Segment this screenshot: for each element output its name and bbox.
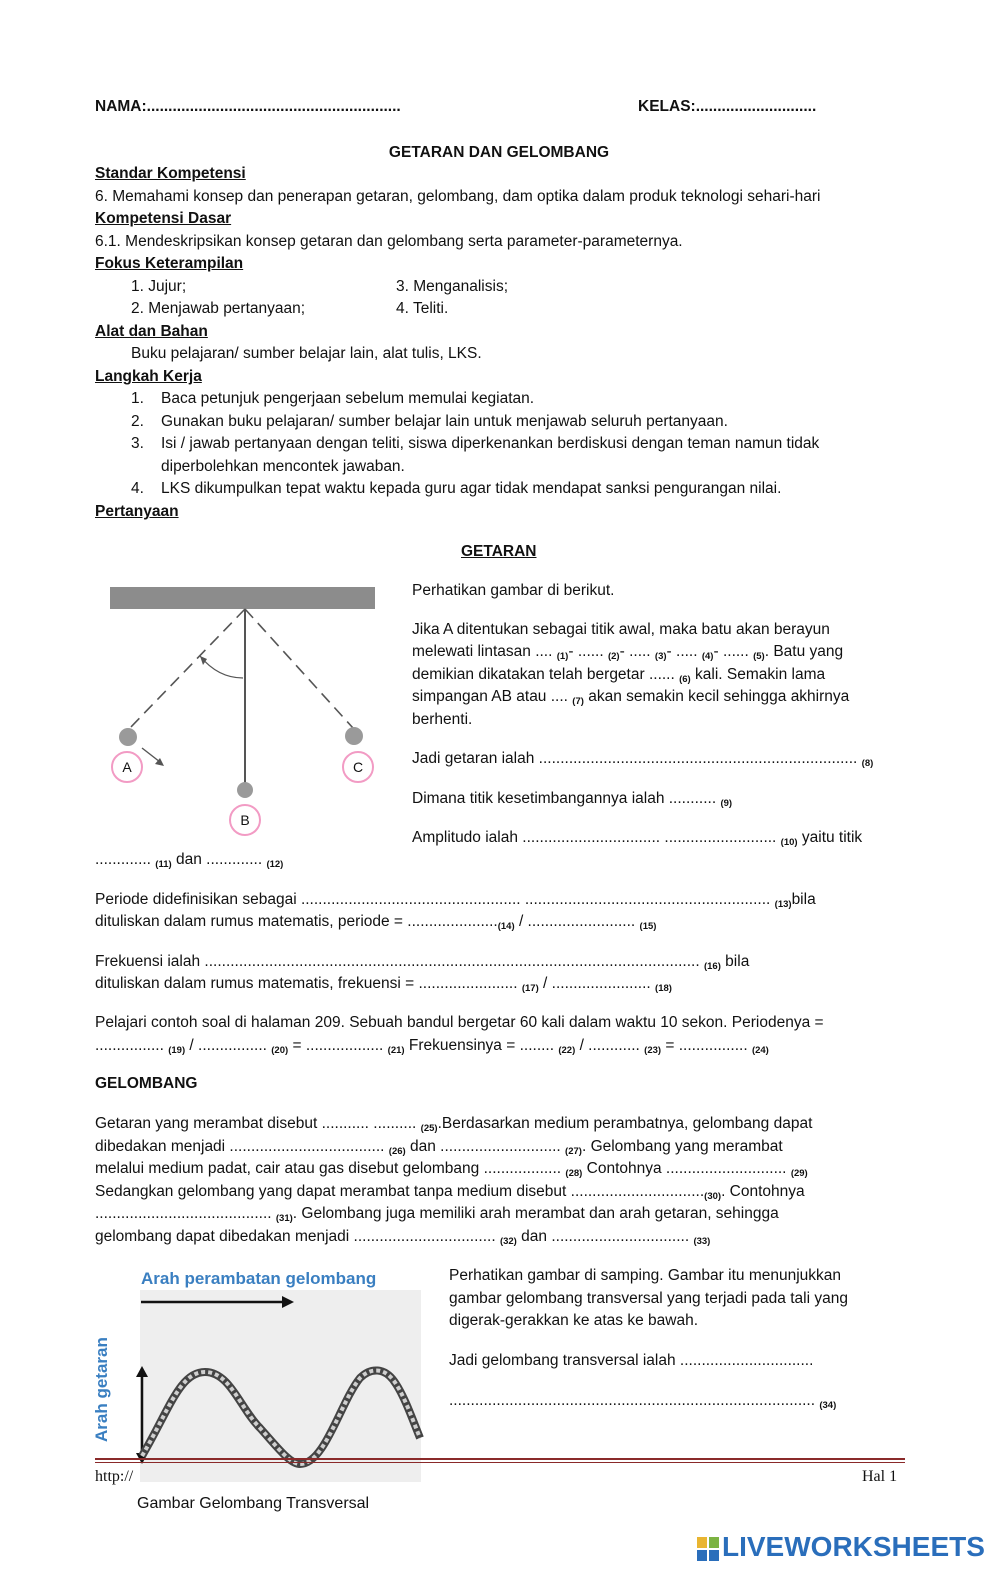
getaran-p2: Jika A ditentukan sebagai titik awal, maka batu akan berayun (412, 621, 830, 638)
nama-field: NAMA:........................................................... (95, 98, 401, 115)
text: Periode didefinisikan sebagai ................................................... ......................................................... (95, 891, 775, 908)
label-b: B (240, 812, 250, 828)
text: dibedakan menjadi .................................... (95, 1138, 389, 1155)
gelombang-line (95, 1181, 805, 1206)
label-c: C (352, 759, 364, 775)
blank-number: (11) (155, 859, 172, 870)
text: / ................ (185, 1037, 272, 1054)
transversal-p1: digerak-gerakkan ke atas ke bawah. (449, 1312, 699, 1329)
transversal-p2: Jadi gelombang transversal ialah ............................... (449, 1352, 814, 1369)
text: / ......................... (514, 913, 640, 930)
blank-number: (16) (703, 961, 721, 972)
text: melalui medium padat, cair atau gas disebut gelombang .................. (95, 1160, 566, 1177)
text: .Berdasarkan medium perambatnya, gelombang dapat (437, 1115, 813, 1132)
page-title: GETARAN DAN GELOMBANG (388, 144, 610, 161)
pendulum-ceiling (110, 587, 375, 609)
gelombang-line (95, 1203, 779, 1228)
dasar-text: 6.1. Mendeskripsikan konsep getaran dan gelombang serta parameter-parameternya. (95, 233, 683, 250)
getaran-p6 (95, 849, 283, 874)
text: bila (720, 953, 750, 970)
blank-number: (20) (271, 1045, 289, 1056)
periode-line-2 (95, 911, 656, 936)
blank-number: (9) (720, 798, 733, 809)
text: . Contohnya (721, 1183, 805, 1200)
contoh-line-2 (95, 1035, 769, 1060)
blank-number: (13) (774, 899, 792, 910)
propagation-arrow-head (282, 1296, 294, 1308)
pendulum-figure (100, 580, 390, 845)
text: yaitu titik (797, 829, 863, 846)
blank-number: (4) (701, 651, 714, 662)
gelombang-heading: GELOMBANG (95, 1075, 198, 1092)
blank-number: (1) (556, 651, 569, 662)
blank-number: (33) (693, 1236, 711, 1247)
text: - ...... (568, 643, 608, 660)
text: ......................................... (95, 1205, 276, 1222)
text: ..................................................................................... (449, 1392, 820, 1409)
blank-number: (15) (639, 921, 657, 932)
pertanyaan-heading: Pertanyaan (95, 503, 179, 520)
text: - ..... (619, 643, 655, 660)
text: Frekuensinya = ........ (404, 1037, 559, 1054)
text: Dimana titik kesetimbangannya ialah ........... (412, 790, 721, 807)
text: akan semakin kecil sehingga akhirnya (583, 688, 850, 705)
frekuensi-line-1 (95, 951, 749, 976)
text: = .................. (288, 1037, 388, 1054)
text: dan ................................ (516, 1228, 694, 1245)
langkah-item (131, 388, 534, 411)
blank-number: (30) (704, 1191, 722, 1202)
blank-number: (3) (654, 651, 667, 662)
alat-heading: Alat dan Bahan (95, 323, 208, 340)
blank-number: (10) (780, 837, 798, 848)
text: ............. (95, 851, 156, 868)
standar-heading: Standar Kompetensi (95, 165, 246, 182)
text: dan ............................ (405, 1138, 566, 1155)
footer-rule (95, 1462, 905, 1463)
getaran-p1: Perhatikan gambar di berikut. (412, 582, 615, 599)
text: demikian dikatakan telah bergetar ...... (412, 666, 680, 683)
blank-number: (18) (655, 983, 672, 994)
text: Jadi getaran ialah .......................................................................... (412, 750, 862, 767)
vibration-arrow-up (136, 1366, 148, 1377)
label-a: A (122, 759, 132, 775)
text: simpangan AB atau .... (412, 688, 573, 705)
fokus-item: 1. Jujur; (131, 278, 187, 295)
langkah-heading: Langkah Kerja (95, 368, 202, 385)
footer-page: Hal 1 (862, 1468, 898, 1485)
getaran-p2-line (412, 686, 849, 711)
blank-number: (17) (521, 983, 539, 994)
text: ................ (95, 1037, 169, 1054)
ball-a (119, 728, 137, 746)
fokus-item: 4. Teliti. (396, 300, 449, 317)
blank-number: (8) (861, 758, 874, 769)
text: Frekuensi ialah ................................................................................................................... (95, 953, 704, 970)
text: . Gelombang juga memiliki arah merambat dan arah getaran, sehingga (292, 1205, 779, 1222)
text: . Gelombang yang merambat (581, 1138, 783, 1155)
text: bila (791, 891, 816, 908)
getaran-p5 (412, 827, 862, 852)
transversal-p1: gambar gelombang transversal yang terjadi pada tali yang (449, 1290, 848, 1307)
langkah-num: 3. (131, 435, 144, 452)
pendulum-string-a (128, 609, 245, 730)
langkah-text: Baca petunjuk pengerjaan sebelum memulai kegiatan. (161, 390, 535, 407)
wave-figure-caption: Gambar Gelombang Transversal (137, 1495, 370, 1512)
gelombang-line (95, 1113, 812, 1138)
langkah-text-cont: diperbolehkan mencontek jawaban. (161, 458, 405, 475)
getaran-p4 (412, 788, 732, 813)
periode-line-1 (95, 889, 816, 914)
blank-number: (19) (168, 1045, 186, 1056)
kelas-field: KELAS:............................ (638, 98, 817, 115)
footer-url: http:// (95, 1468, 134, 1485)
transversal-p1: Perhatikan gambar di samping. Gambar itu menunjukkan (449, 1267, 842, 1284)
transversal-p3 (449, 1390, 836, 1415)
blank-number: (14) (497, 921, 515, 932)
gelombang-line (95, 1136, 783, 1161)
wave-figure-side-label (91, 1320, 115, 1442)
gelombang-line (95, 1158, 808, 1183)
langkah-text: LKS dikumpulkan tepat waktu kepada guru agar tidak mendapat sanksi pengurangan nilai. (161, 480, 782, 497)
text: = ................ (661, 1037, 752, 1054)
text: Contohnya ............................ (582, 1160, 791, 1177)
blank-number: (2) (607, 651, 620, 662)
blank-number: (26) (388, 1146, 406, 1157)
blank-number: (24) (751, 1045, 769, 1056)
blank-number: (23) (644, 1045, 662, 1056)
langkah-num: 1. (131, 390, 144, 407)
blank-number: (22) (558, 1045, 576, 1056)
motion-arrow (142, 748, 160, 762)
text: . Batu yang (764, 643, 844, 660)
blank-number: (7) (572, 696, 584, 707)
contoh-line-1: Pelajari contoh soal di halaman 209. Sebuah bandul bergetar 60 kali dalam waktu 10 sekon. Periodenya = (95, 1014, 824, 1031)
text: - ...... (713, 643, 754, 660)
blank-number: (12) (266, 859, 284, 870)
standar-text: 6. Memahami konsep dan penerapan getaran, gelombang, dam optika dalam produk teknologi sehari-hari (95, 188, 821, 205)
text: melewati lintasan .... (412, 643, 557, 660)
blank-number: (29) (790, 1168, 808, 1179)
fokus-item: 3. Menganalisis; (396, 278, 509, 295)
langkah-num: 2. (131, 413, 144, 430)
ball-c (345, 727, 363, 745)
text: dan ............. (171, 851, 267, 868)
text: - ..... (666, 643, 702, 660)
text: Amplitudo ialah ................................ .......................... (412, 829, 781, 846)
langkah-item (131, 478, 781, 501)
blank-number: (5) (753, 651, 765, 662)
blank-number: (34) (819, 1400, 837, 1411)
text: dituliskan dalam rumus matematis, frekuensi = ....................... (95, 975, 522, 992)
text: / ............ (575, 1037, 645, 1054)
text: / ....................... (538, 975, 656, 992)
blank-number: (27) (565, 1146, 582, 1157)
footer-rule (95, 1458, 905, 1460)
ball-b (237, 782, 253, 798)
gelombang-line (95, 1226, 710, 1251)
text: Sedangkan gelombang yang dapat merambat tanpa medium disebut ............................... (95, 1183, 705, 1200)
dasar-heading: Kompetensi Dasar (95, 210, 232, 227)
langkah-item (131, 433, 903, 456)
langkah-text: Isi / jawab pertanyaan dengan teliti, siswa diperkenankan berdiskusi dengan teman namun tidak (161, 435, 820, 452)
liveworksheets-logo-icon (697, 1537, 719, 1561)
text: kali. Semakin lama (690, 666, 826, 683)
alat-text: Buku pelajaran/ sumber belajar lain, alat tulis, LKS. (131, 345, 482, 362)
langkah-text: Gunakan buku pelajaran/ sumber belajar lain untuk menjawab seluruh pertanyaan. (161, 413, 728, 430)
text: gelombang dapat dibedakan menjadi ................................. (95, 1228, 500, 1245)
blank-number: (28) (565, 1168, 583, 1179)
pendulum-angle-arrow (200, 656, 207, 665)
side-label-text: Arah getaran (92, 1337, 111, 1442)
getaran-heading: GETARAN (461, 543, 537, 560)
text: Getaran yang merambat disebut ........... .......... (95, 1115, 421, 1132)
getaran-p3 (412, 748, 873, 773)
text: dituliskan dalam rumus matematis, periode = ..................... (95, 913, 498, 930)
getaran-p2-line (412, 641, 843, 666)
blank-number: (31) (275, 1213, 293, 1224)
liveworksheets-brand: LIVEWORKSHEETS (722, 1531, 985, 1562)
blank-number: (6) (679, 674, 691, 685)
blank-number: (32) (499, 1236, 517, 1247)
fokus-item: 2. Menjawab pertanyaan; (131, 300, 306, 317)
pendulum-string-c (245, 609, 353, 728)
blank-number: (25) (420, 1123, 438, 1134)
langkah-num: 4. (131, 480, 144, 497)
getaran-p2-line: berhenti. (412, 711, 473, 728)
blank-number: (21) (387, 1045, 405, 1056)
getaran-p2-line (412, 664, 825, 689)
wave-figure-title: Arah perambatan gelombang (141, 1269, 377, 1288)
frekuensi-line-2 (95, 973, 672, 998)
fokus-heading: Fokus Keterampilan (95, 255, 244, 272)
langkah-item (131, 411, 728, 434)
